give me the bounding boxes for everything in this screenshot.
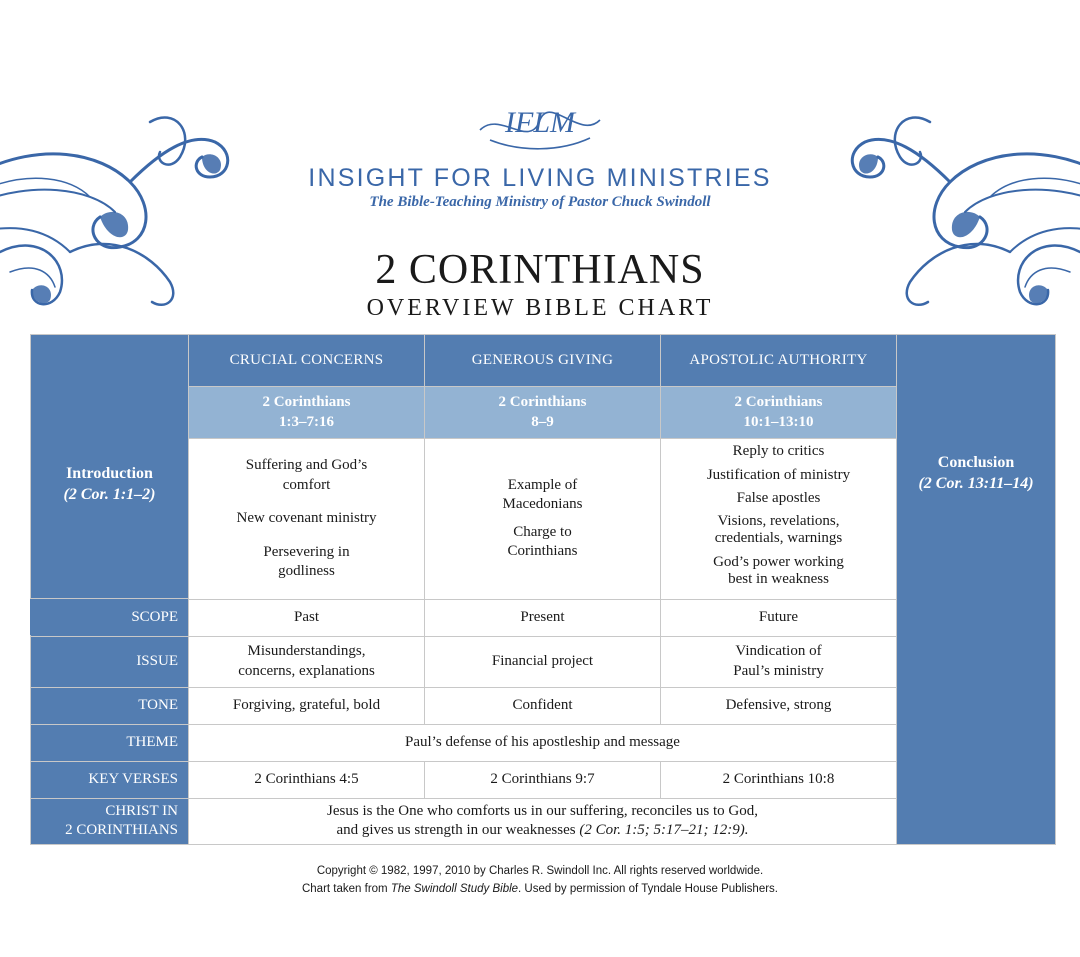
topic-item: Example of Macedonians <box>502 476 583 513</box>
section-ref-3: 2 Corinthians 10:1–13:10 <box>661 387 897 439</box>
row-label-scope-overlay: SCOPE <box>30 598 188 635</box>
conclusion-ref: (2 Cor. 13:11–14) <box>918 474 1034 492</box>
introduction-ref: (2 Cor. 1:1–2) <box>63 486 156 504</box>
topic-item: New covenant ministry <box>236 510 377 527</box>
issue-1: Misunderstandings, concerns, explanations <box>189 636 425 687</box>
section-topics-2 <box>425 439 661 599</box>
row-label-key-verses: KEY VERSES <box>31 761 189 798</box>
section-topics-1 <box>189 439 425 599</box>
page-subtitle: OVERVIEW BIBLE CHART <box>366 295 714 321</box>
introduction-label: Introduction <box>66 465 153 483</box>
tone-2: Confident <box>425 687 661 724</box>
tone-3: Defensive, strong <box>661 687 897 724</box>
row-label-tone: TONE <box>31 687 189 724</box>
key-verse-2: 2 Corinthians 9:7 <box>425 761 661 798</box>
scope-past: Past <box>189 599 425 636</box>
topic-item: Justification of ministry <box>706 466 851 483</box>
christ-value: Jesus is the One who comforts us in our suffering, reconciles us to God, and gives us strength in our weaknesses (2 Cor. 1:5; 5:17–21; 12:9). <box>189 798 897 844</box>
topic-item: False apostles <box>736 489 821 506</box>
scope-present: Present <box>425 599 661 636</box>
section-heading-2: GENEROUS GIVING <box>425 335 661 387</box>
section-heading-1: CRUCIAL CONCERNS <box>189 335 425 387</box>
section-ref-1: 2 Corinthians 1:3–7:16 <box>189 387 425 439</box>
row-label-christ: CHRIST IN 2 CORINTHIANS <box>31 798 189 844</box>
topic-item: Persevering in godliness <box>263 543 350 580</box>
christ-ref: (2 Cor. 1:5; 5:17–21; 12:9). <box>579 822 749 839</box>
topic-item: God’s power working best in weakness <box>713 553 844 587</box>
copyright-footer <box>0 863 1080 899</box>
issue-2: Financial project <box>425 636 661 687</box>
org-name: INSIGHT FOR LIVING MINISTRIES <box>308 164 772 192</box>
theme-value: Paul’s defense of his apostleship and message <box>189 724 897 761</box>
topic-item: Visions, revelations, credentials, warnings <box>714 513 843 547</box>
overview-chart-table <box>30 334 1056 845</box>
key-verse-1: 2 Corinthians 4:5 <box>189 761 425 798</box>
topic-item: Charge to Corinthians <box>507 523 578 560</box>
issue-3: Vindication of Paul’s ministry <box>661 636 897 687</box>
section-topics-3 <box>661 439 897 599</box>
conclusion-label: Conclusion <box>937 454 1015 471</box>
logo-monogram-text: IFLM <box>505 106 575 139</box>
topic-item: Reply to critics <box>732 443 825 460</box>
conclusion-panel <box>897 335 1056 845</box>
tone-1: Forgiving, grateful, bold <box>189 687 425 724</box>
key-verse-3: 2 Corinthians 10:8 <box>661 761 897 798</box>
org-tagline: The Bible-Teaching Ministry of Pastor Chuck Swindoll <box>369 194 711 210</box>
topic-item: Suffering and God’s comfort <box>245 457 368 493</box>
scope-future: Future <box>661 599 897 636</box>
footer-line-1: Copyright © 1982, 1997, 2010 by Charles R. Swindoll Inc. All rights reserved worldwide. <box>316 865 764 877</box>
introduction-panel <box>31 335 189 637</box>
footer-line-2: Chart taken from The Swindoll Study Bible. Used by permission of Tyndale House Publishers. <box>301 882 778 895</box>
ifl-monogram-logo-icon <box>470 90 610 154</box>
section-ref-2: 2 Corinthians 8–9 <box>425 387 661 439</box>
row-label-issue: ISSUE <box>31 636 189 687</box>
section-heading-3: APOSTOLIC AUTHORITY <box>661 335 897 387</box>
row-label-theme: THEME <box>31 724 189 761</box>
page-title: 2 CORINTHIANS <box>375 247 705 293</box>
